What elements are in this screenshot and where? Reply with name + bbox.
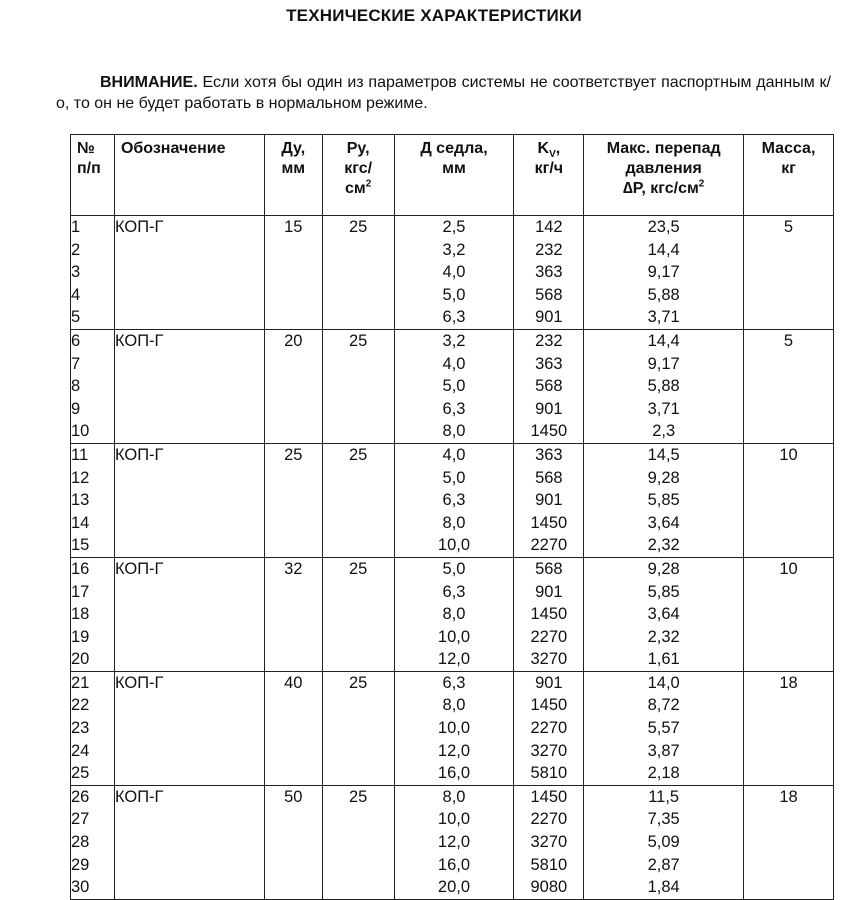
- notice-label: ВНИМАНИЕ.: [100, 74, 198, 91]
- cell-mass: [744, 216, 834, 330]
- cell-kv-value: 568: [535, 285, 563, 304]
- cell-dp: [584, 216, 744, 330]
- table-row: [71, 329, 834, 443]
- cell-num-value: 3: [71, 263, 81, 282]
- cell-dp-value: 5,09: [647, 833, 680, 852]
- cell-seat-value: 6,3: [442, 399, 466, 418]
- cell-dp-value: 3,64: [647, 605, 680, 624]
- cell-seat: [394, 329, 514, 443]
- cell-seat-value: 10,0: [437, 536, 471, 555]
- header-du: Ду, мм: [264, 135, 322, 216]
- cell-name-value: КОП-Г: [114, 331, 164, 350]
- table-row: [71, 216, 834, 330]
- cell-num-value: 26: [71, 787, 90, 806]
- cell-dp-value: 14,4: [647, 331, 680, 350]
- cell-num: [71, 785, 115, 899]
- cell-seat-value: 5,0: [442, 559, 466, 578]
- cell-seat-value: 8,0: [442, 696, 466, 715]
- cell-num-value: 22: [71, 696, 90, 715]
- cell-dp-value: 7,35: [647, 810, 680, 829]
- cell-dp-value: 5,88: [647, 285, 680, 304]
- cell-num-value: 11: [71, 445, 89, 464]
- cell-num-value: 17: [71, 582, 90, 601]
- cell-kv-value: 1450: [530, 422, 568, 441]
- cell-seat: [394, 557, 514, 671]
- cell-py-value: 25: [348, 445, 368, 464]
- cell-dp-value: 3,87: [647, 741, 680, 760]
- cell-dp-value: 1,61: [647, 650, 680, 669]
- cell-name-value: КОП-Г: [114, 445, 164, 464]
- cell-dp-value: 9,17: [647, 263, 680, 282]
- cell-kv: [514, 557, 584, 671]
- cell-num-value: 21: [71, 673, 90, 692]
- cell-dp-value: 3,64: [647, 513, 680, 532]
- header-mass: Масса, кг: [744, 135, 834, 216]
- cell-seat-value: 3,2: [442, 331, 466, 350]
- cell-seat-value: 4,0: [442, 263, 466, 282]
- cell-seat-value: 6,3: [442, 308, 466, 327]
- cell-py-value: 25: [348, 787, 368, 806]
- cell-seat-value: 5,0: [442, 285, 466, 304]
- cell-du-value: 20: [284, 331, 303, 350]
- cell-num-value: 19: [71, 627, 90, 646]
- cell-num: [71, 671, 115, 785]
- cell-seat-value: 16,0: [437, 855, 471, 874]
- cell-seat-value: 8,0: [442, 422, 466, 441]
- cell-dp-value: 2,32: [647, 627, 680, 646]
- cell-du: [264, 671, 322, 785]
- cell-num-value: 25: [71, 764, 90, 783]
- cell-kv-value: 9080: [530, 878, 568, 897]
- cell-num-value: 5: [71, 308, 81, 327]
- cell-num: [71, 443, 115, 557]
- header-seat: Д седла, мм: [394, 135, 514, 216]
- cell-seat-value: 16,0: [437, 764, 471, 783]
- cell-num-value: 9: [71, 399, 81, 418]
- cell-dp-value: 5,57: [647, 719, 680, 738]
- cell-name: [114, 557, 264, 671]
- cell-name-value: КОП-Г: [114, 559, 164, 578]
- cell-seat-value: 3,2: [442, 240, 466, 259]
- cell-mass-value: 5: [783, 331, 794, 350]
- cell-name-value: КОП-Г: [114, 673, 164, 692]
- cell-kv: [514, 671, 584, 785]
- cell-num: [71, 216, 115, 330]
- cell-py: [322, 329, 394, 443]
- cell-seat-value: 10,0: [437, 627, 471, 646]
- cell-mass-value: 10: [779, 445, 798, 464]
- notice-text: Если хотя бы один из параметров системы не соответствует паспортным данным к/о, то он не будет работать в нормальном режиме.: [56, 74, 831, 112]
- cell-seat: [394, 671, 514, 785]
- cell-kv: [514, 785, 584, 899]
- cell-py-value: 25: [348, 331, 368, 350]
- cell-seat-value: 10,0: [437, 719, 471, 738]
- cell-seat-value: 8,0: [442, 787, 466, 806]
- cell-py: [322, 443, 394, 557]
- cell-num-value: 13: [71, 491, 90, 510]
- cell-dp: [584, 329, 744, 443]
- page-title: ТЕХНИЧЕСКИЕ ХАРАКТЕРИСТИКИ: [286, 6, 582, 25]
- cell-dp: [584, 671, 744, 785]
- cell-name: [114, 443, 264, 557]
- cell-py-value: 25: [348, 218, 368, 236]
- cell-kv-value: 1450: [530, 513, 568, 532]
- cell-kv-value: 568: [535, 559, 563, 578]
- cell-num-value: 15: [71, 536, 90, 555]
- cell-seat: [394, 443, 514, 557]
- cell-mass: [744, 785, 834, 899]
- cell-mass: [744, 671, 834, 785]
- cell-kv-value: 901: [535, 308, 563, 327]
- cell-num-value: 20: [71, 650, 90, 669]
- cell-mass-value: 18: [779, 787, 798, 806]
- cell-kv-value: 232: [535, 240, 563, 259]
- cell-dp: [584, 443, 744, 557]
- cell-kv-value: 3270: [530, 741, 568, 760]
- cell-name: [114, 329, 264, 443]
- cell-seat: [394, 216, 514, 330]
- cell-dp-value: 3,71: [647, 399, 680, 418]
- cell-kv-value: 363: [535, 354, 563, 373]
- cell-num-value: 16: [71, 559, 90, 578]
- cell-kv-value: 901: [535, 399, 563, 418]
- table-row: [71, 443, 834, 557]
- cell-num-value: 4: [71, 285, 81, 304]
- cell-kv-value: 5810: [530, 855, 568, 874]
- cell-kv-value: 568: [535, 468, 563, 487]
- cell-dp-value: 14,4: [647, 240, 680, 259]
- header-name: Обозначение: [114, 135, 264, 216]
- cell-kv-value: 901: [535, 491, 563, 510]
- cell-name: [114, 671, 264, 785]
- cell-name: [114, 785, 264, 899]
- cell-num-value: 30: [71, 878, 90, 897]
- table-row: [71, 557, 834, 671]
- cell-kv-value: 363: [535, 445, 563, 464]
- cell-seat-value: 4,0: [442, 445, 466, 464]
- cell-num: [71, 329, 115, 443]
- cell-dp-value: 9,17: [647, 354, 680, 373]
- cell-num-value: 6: [71, 331, 81, 350]
- cell-kv-value: 142: [535, 218, 563, 236]
- cell-dp-value: 1,84: [647, 878, 680, 897]
- cell-py: [322, 216, 394, 330]
- cell-dp-value: 8,72: [647, 696, 680, 715]
- cell-name-value: КОП-Г: [114, 218, 164, 236]
- cell-num: [71, 557, 115, 671]
- cell-du-value: 25: [284, 445, 303, 464]
- cell-dp-value: 11,5: [648, 787, 680, 806]
- cell-kv-value: 2270: [530, 810, 568, 829]
- cell-seat-value: 8,0: [442, 605, 466, 624]
- spec-table: [70, 134, 834, 900]
- cell-kv-value: 232: [535, 331, 563, 350]
- header-num: № п/п: [71, 135, 115, 216]
- cell-num-value: 14: [71, 513, 90, 532]
- cell-dp-value: 3,71: [647, 308, 680, 327]
- cell-num-value: 7: [71, 354, 81, 373]
- cell-kv-value: 1450: [530, 605, 568, 624]
- cell-seat-value: 2,5: [442, 218, 466, 236]
- header-dp: Макс. перепад давления ∆P, кгс/$см^2$: [584, 135, 744, 216]
- cell-du: [264, 785, 322, 899]
- cell-mass: [744, 329, 834, 443]
- cell-seat-value: 6,3: [442, 491, 466, 510]
- cell-py-value: 25: [348, 673, 368, 692]
- cell-seat-value: 6,3: [442, 582, 466, 601]
- header-row: [71, 135, 834, 216]
- header-py: Ру, кгс/ $см^2$: [322, 135, 394, 216]
- cell-kv-value: 363: [535, 263, 563, 282]
- cell-seat-value: 5,0: [442, 468, 466, 487]
- cell-num-value: 23: [71, 719, 90, 738]
- cell-du: [264, 329, 322, 443]
- cell-py: [322, 785, 394, 899]
- cell-kv-value: 3270: [530, 650, 568, 669]
- cell-seat-value: 4,0: [442, 354, 466, 373]
- cell-num-value: 28: [71, 833, 90, 852]
- cell-du: [264, 443, 322, 557]
- cell-mass: [744, 557, 834, 671]
- cell-dp-value: 23,5: [647, 218, 680, 236]
- cell-kv-value: 901: [535, 582, 563, 601]
- cell-dp-value: 9,28: [647, 559, 680, 578]
- cell-dp-value: 5,88: [647, 377, 680, 396]
- cell-seat-value: 10,0: [437, 810, 471, 829]
- cell-dp: [584, 785, 744, 899]
- cell-kv-value: 568: [535, 377, 563, 396]
- cell-mass: [744, 443, 834, 557]
- cell-py-value: 25: [348, 559, 368, 578]
- header-kv: $K_V$, кг/ч: [514, 135, 584, 216]
- cell-du: [264, 216, 322, 330]
- cell-num-value: 10: [71, 422, 90, 441]
- cell-num-value: 8: [71, 377, 81, 396]
- cell-kv-value: 5810: [530, 764, 568, 783]
- cell-num-value: 2: [71, 240, 81, 259]
- table-row: [71, 785, 834, 899]
- cell-dp-value: 5,85: [647, 491, 680, 510]
- cell-kv: [514, 329, 584, 443]
- cell-kv-value: 901: [535, 673, 563, 692]
- cell-du-value: 40: [284, 673, 303, 692]
- table-row: [71, 671, 834, 785]
- cell-mass-value: 10: [779, 559, 798, 578]
- cell-dp-value: 14,0: [647, 673, 680, 692]
- cell-py: [322, 671, 394, 785]
- cell-kv: [514, 443, 584, 557]
- cell-dp-value: 2,18: [647, 764, 680, 783]
- cell-num-value: 1: [71, 218, 81, 236]
- cell-mass-value: 5: [783, 218, 794, 236]
- cell-kv-value: 2270: [530, 536, 568, 555]
- cell-dp-value: 9,28: [647, 468, 680, 487]
- cell-seat-value: 6,3: [442, 673, 466, 692]
- cell-num-value: 12: [71, 468, 90, 487]
- cell-kv-value: 2270: [530, 719, 568, 738]
- cell-seat-value: 12,0: [437, 650, 471, 669]
- cell-seat-value: 12,0: [437, 741, 471, 760]
- cell-kv-value: 2270: [530, 627, 568, 646]
- cell-du-value: 15: [284, 218, 303, 236]
- cell-seat: [394, 785, 514, 899]
- cell-num-value: 24: [71, 741, 90, 760]
- cell-du-value: 50: [284, 787, 303, 806]
- cell-dp-value: 14,5: [647, 445, 680, 464]
- cell-seat-value: 5,0: [442, 377, 466, 396]
- cell-dp-value: 2,32: [647, 536, 680, 555]
- cell-num-value: 18: [71, 605, 90, 624]
- cell-py: [322, 557, 394, 671]
- cell-kv: [514, 216, 584, 330]
- cell-seat-value: 8,0: [442, 513, 466, 532]
- cell-mass-value: 18: [779, 673, 798, 692]
- notice-paragraph: [56, 72, 831, 114]
- cell-du: [264, 557, 322, 671]
- cell-kv-value: 3270: [530, 833, 568, 852]
- cell-kv-value: 1450: [530, 696, 568, 715]
- cell-name: [114, 216, 264, 330]
- cell-dp-value: 2,3: [652, 422, 676, 441]
- cell-dp: [584, 557, 744, 671]
- cell-du-value: 32: [284, 559, 303, 578]
- cell-dp-value: 5,85: [647, 582, 680, 601]
- cell-seat-value: 20,0: [437, 878, 471, 897]
- cell-seat-value: 12,0: [437, 833, 471, 852]
- cell-name-value: КОП-Г: [114, 787, 164, 806]
- cell-num-value: 29: [71, 855, 90, 874]
- cell-dp-value: 2,87: [647, 855, 680, 874]
- cell-kv-value: 1450: [530, 787, 568, 806]
- cell-num-value: 27: [71, 810, 90, 829]
